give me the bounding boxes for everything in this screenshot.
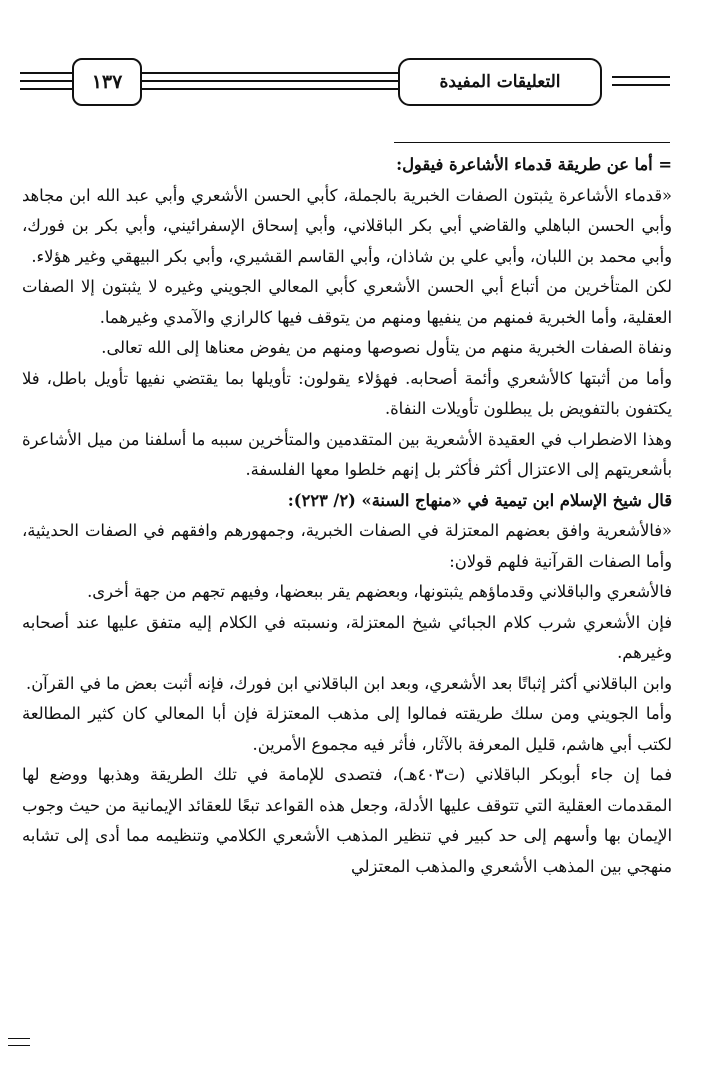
page-header xyxy=(20,58,670,104)
paragraph: وابن الباقلاني أكثر إثباتًا بعد الأشعري، وبعد ابن الباقلاني ابن فورك، فإنه أثبت بعض ما في القرآن. xyxy=(26,673,672,693)
paragraph: فالأشعري والباقلاني وقدماؤهم يثبتونها، وبعضهم يقر ببعضها، وفيهم تجهم من جهة أخرى. xyxy=(87,582,672,601)
paragraph: «قدماء الأشاعرة يثبتون الصفات الخبرية بالجملة، كأبي الحسن الأشعري وأبي عبد الله ابن مجاهد وأبي الحسن الباهلي والقاضي أبي بكر الباقلاني، وأبي إسحاق الإسفرائيني، وأبي بكر بن فورك، وأبي محمد بن اللبان، وأبي علي بن شاذان، وأبي القاسم القشيري، وأبي بكر البيهقي وغير هؤلاء. xyxy=(22,185,672,266)
paragraph: فإن الأشعري شرب كلام الجبائي شيخ المعتزلة، ونسبته في الكلام إليه متفق عليها عند أصحابه وغيرهم. xyxy=(22,612,672,662)
paragraph: ونفاة الصفات الخبرية منهم من يتأول نصوصها ومنهم من يفوض معناها إلى الله تعالى. xyxy=(101,338,672,357)
heading-early-ashari: = أما عن طريقة قدماء الأشاعرة فيقول: xyxy=(396,155,672,174)
body-text xyxy=(22,150,672,882)
paragraph: وهذا الاضطراب في العقيدة الأشعرية بين المتقدمين والمتأخرين سببه ما أسلفنا من ميل الأشاعرة بأشعريتهم إلى الاعتزال أكثر فأكثر بل إنهم خلطوا معها الفلسفة. xyxy=(22,429,672,479)
heading-ibn-taymiyyah-quote: قال شيخ الإسلام ابن تيمية في «منهاج السنة» (٢/ ٢٢٣): xyxy=(287,490,672,510)
footnote-separator xyxy=(394,142,670,143)
page-number: ١٣٧ xyxy=(72,58,142,106)
header-tail-rule-bottom xyxy=(612,84,670,86)
paragraph: لكن المتأخرين من أتباع أبي الحسن الأشعري كأبي المعالي الجويني وغيره لا يثبتون إلا الصفات العقلية، وأما الخبرية فمنهم من ينفيها ومنهم من يتوقف فيها كالرازي والآمدي وغيرهما. xyxy=(22,277,672,327)
paragraph: وأما من أثبتها كالأشعري وأئمة أصحابه. فهؤلاء يقولون: تأويلها بما يقتضي نفيها تأويل باطل، فلا يكتفون بالتفويض بل يبطلون تأويلات النفاة. xyxy=(22,368,672,418)
running-title: التعليقات المفيدة xyxy=(398,58,602,106)
paragraph: وأما الجويني ومن سلك طريقته فمالوا إلى مذهب المعتزلة فإن أبا المعالي كان كثير المطالعة لكتب أبي هاشم، قليل المعرفة بالآثار، فأثر فيه مجموع الأمرين. xyxy=(22,704,672,754)
header-tail-rule-top xyxy=(612,76,670,78)
continuation-mark xyxy=(8,1038,30,1046)
paragraph: فما إن جاء أبوبكر الباقلاني (ت٤٠٣هـ)، فتصدى للإمامة في تلك الطريقة وهذبها ووضع لها المقدمات العقلية التي تتوقف عليها الأدلة، وجعل هذه القواعد تبعًا للعقائد الإيمانية من حيث وجوب الإيمان بها وأسهم إلى حد كبير في تنظير المذهب الأشعري الكلامي وتنظيمه مما أدى إلى تشابه منهجي بين المذهب الأشعري والمذهب المعتزلي xyxy=(22,765,672,876)
paragraph: «فالأشعرية وافق بعضهم المعتزلة في الصفات الخبرية، وجمهورهم وافقهم في الصفات الحديثية، وأما الصفات القرآنية فلهم قولان: xyxy=(22,521,672,571)
